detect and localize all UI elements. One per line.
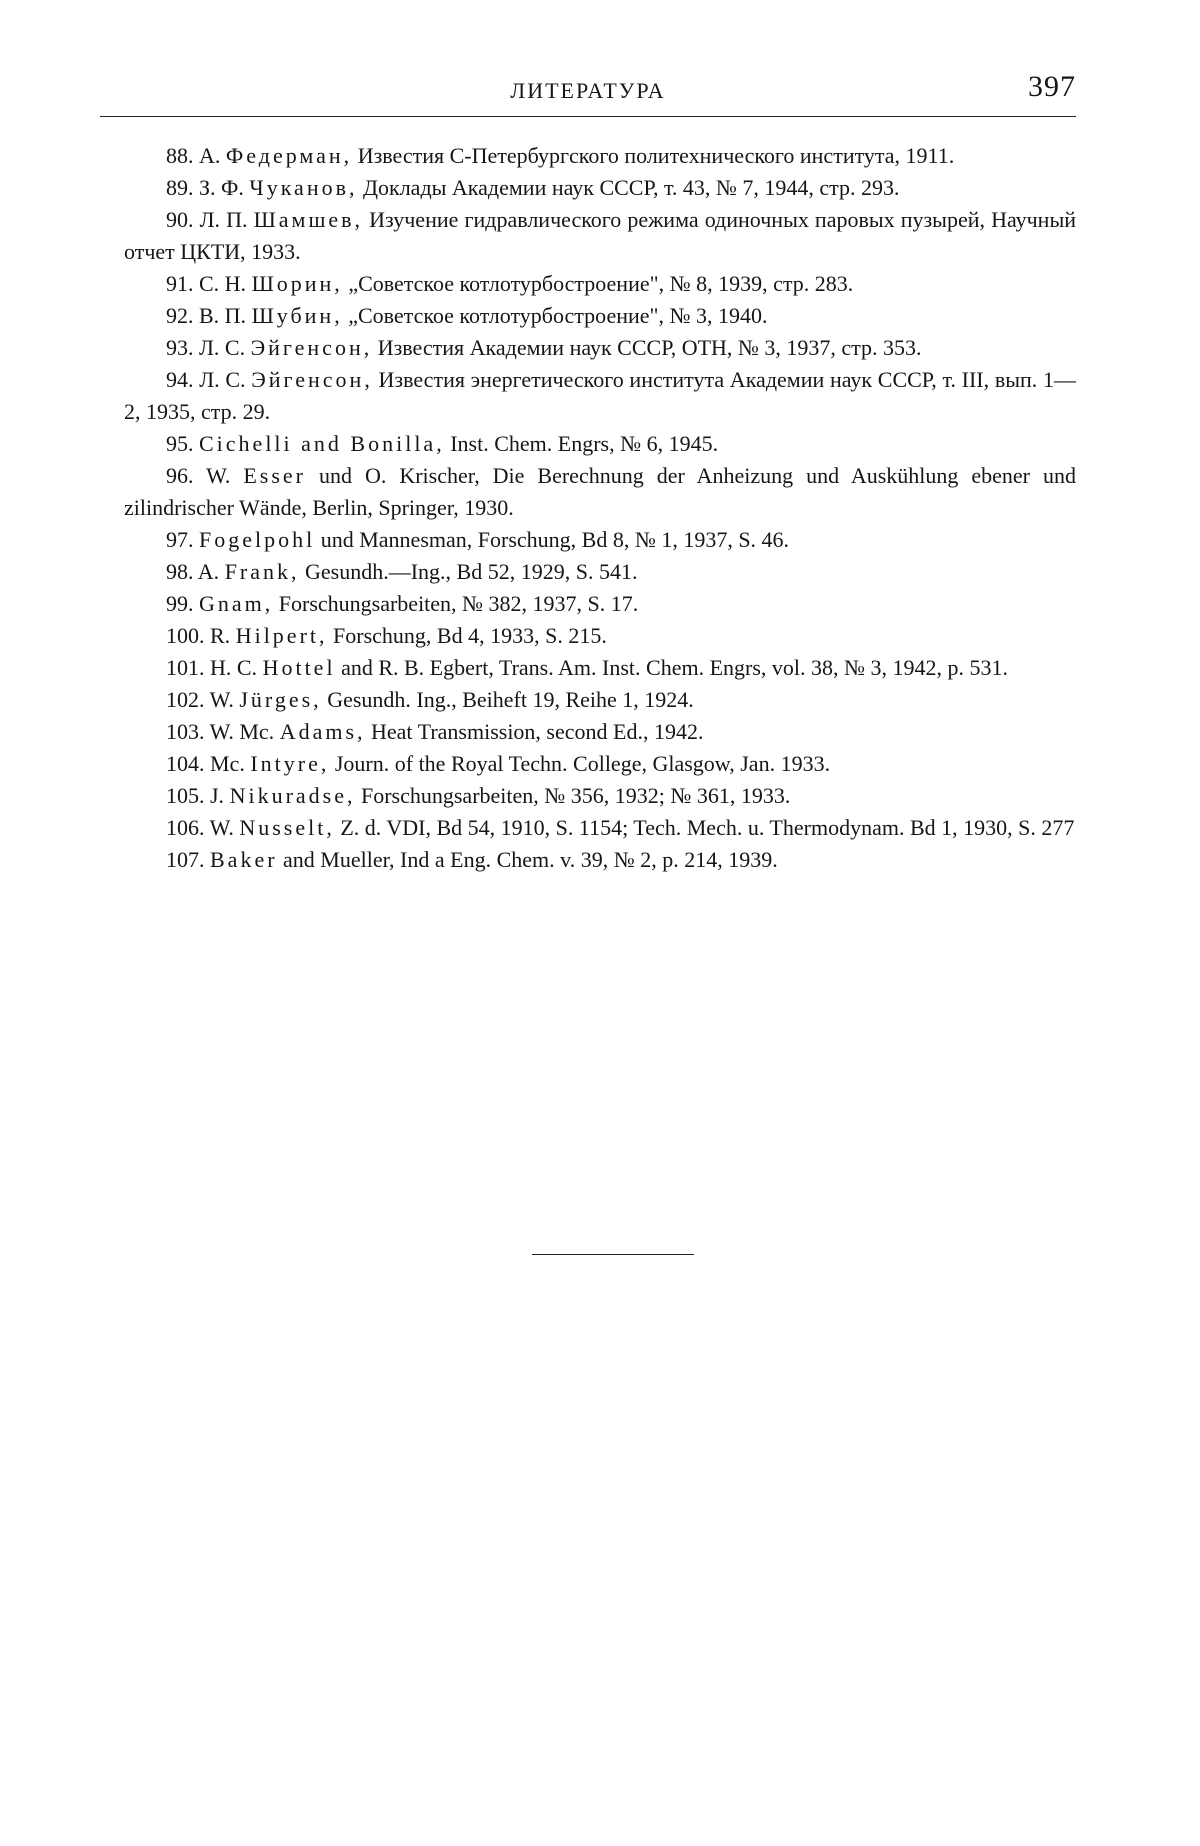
reference-initials: С. Н.: [193, 271, 252, 296]
reference-initials: J.: [204, 783, 230, 808]
end-rule: [532, 1254, 694, 1255]
reference-number: 99.: [166, 591, 194, 616]
reference-author: Baker: [210, 847, 278, 872]
reference-details: Gesundh.—Ing., Bd 52, 1929, S. 541.: [299, 559, 638, 584]
reference-details: Forschung, Bd 4, 1933, S. 215.: [327, 623, 607, 648]
reference-item: [124, 556, 1076, 588]
reference-number: 101.: [166, 655, 205, 680]
reference-initials: Л. П.: [193, 207, 254, 232]
reference-initials: Л. С.: [193, 335, 251, 360]
reference-details: Heat Transmission, second Ed., 1942.: [365, 719, 704, 744]
reference-author: Шамшев,: [253, 207, 364, 232]
reference-item: [124, 332, 1076, 364]
reference-number: 91.: [166, 271, 194, 296]
reference-author: Федерман,: [225, 143, 353, 168]
reference-number: 93.: [166, 335, 194, 360]
reference-details: und Mannesman, Forschung, Bd 8, № 1, 1937, S. 46.: [315, 527, 790, 552]
reference-details: and R. B. Egbert, Trans. Am. Inst. Chem. Engrs, vol. 38, № 3, 1942, p. 531.: [335, 655, 1009, 680]
reference-item: [124, 812, 1076, 844]
reference-details: Известия Академии наук СССР, ОТН, № 3, 1937, стр. 353.: [372, 335, 922, 360]
reference-details: Известия энергетического института Академии наук СССР, т. III, вып. 1—2, 1935, стр. 29.: [124, 367, 1076, 424]
reference-author: Эйгенсон,: [250, 335, 373, 360]
reference-item: [124, 364, 1076, 428]
reference-number: 92.: [166, 303, 194, 328]
reference-author: Cichelli and Bonilla,: [199, 431, 445, 456]
reference-item: [124, 140, 1076, 172]
reference-number: 104.: [166, 751, 205, 776]
reference-author: Шубин,: [251, 303, 343, 328]
reference-item: [124, 524, 1076, 556]
reference-details: „Советское котлотурбостроение", № 8, 1939, стр. 283.: [342, 271, 854, 296]
reference-initials: W.: [193, 463, 244, 488]
reference-author: Intyre,: [250, 751, 330, 776]
reference-initials: W. Mc.: [204, 719, 280, 744]
reference-item: [124, 268, 1076, 300]
reference-number: 107.: [166, 847, 205, 872]
reference-author: Fogelpohl: [199, 527, 316, 552]
reference-author: Esser: [243, 463, 306, 488]
reference-number: 89.: [166, 175, 194, 200]
reference-author: Чуканов,: [249, 175, 358, 200]
reference-number: 94.: [166, 367, 194, 392]
reference-item: [124, 460, 1076, 524]
reference-initials: З. Ф.: [193, 175, 250, 200]
running-head: [100, 60, 1076, 117]
reference-item: [124, 620, 1076, 652]
reference-details: Изучение гидравлического режима одиночных паровых пузырей, Научный отчет ЦКТИ, 1933.: [124, 207, 1077, 264]
reference-author: Эйгенсон,: [251, 367, 373, 392]
reference-number: 100.: [166, 623, 205, 648]
reference-item: [124, 716, 1076, 748]
reference-initials: Mc.: [204, 751, 251, 776]
reference-item: [124, 172, 1076, 204]
reference-details: Journ. of the Royal Techn. College, Glasgow, Jan. 1933.: [329, 751, 831, 776]
reference-author: Hilpert,: [235, 623, 328, 648]
reference-number: 98.: [166, 559, 194, 584]
reference-number: 105.: [166, 783, 205, 808]
reference-item: [124, 588, 1076, 620]
reference-item: [124, 428, 1076, 460]
reference-item: [124, 780, 1076, 812]
reference-initials: H. C.: [204, 655, 263, 680]
reference-author: Adams,: [279, 719, 366, 744]
reference-author: Шорин,: [251, 271, 343, 296]
reference-author: Jürges,: [239, 687, 322, 712]
reference-item: [124, 748, 1076, 780]
reference-details: Forschungsarbeiten, № 382, 1937, S. 17.: [273, 591, 639, 616]
reference-author: Hottel: [262, 655, 336, 680]
reference-list: [124, 140, 1076, 876]
reference-initials: А.: [193, 143, 226, 168]
reference-number: 90.: [166, 207, 194, 232]
reference-author: Gnam,: [199, 591, 274, 616]
reference-number: 103.: [166, 719, 205, 744]
reference-details: Известия С-Петербургского политехнического института, 1911.: [352, 143, 955, 168]
reference-item: [124, 844, 1076, 876]
reference-number: 95.: [166, 431, 194, 456]
reference-item: [124, 300, 1076, 332]
reference-item: [124, 652, 1076, 684]
reference-initials: Л. С.: [193, 367, 252, 392]
running-title: ЛИТЕРАТУРА: [510, 78, 666, 103]
reference-author: Frank,: [224, 559, 300, 584]
reference-number: 102.: [166, 687, 205, 712]
reference-details: Forschungsarbeiten, № 356, 1932; № 361, 1933.: [355, 783, 791, 808]
reference-author: Nusselt,: [239, 815, 335, 840]
reference-number: 88.: [166, 143, 194, 168]
reference-details: and Mueller, Ind a Eng. Chem. v. 39, № 2, p. 214, 1939.: [277, 847, 778, 872]
reference-details: Gesundh. Ing., Beiheft 19, Reihe 1, 1924.: [321, 687, 694, 712]
reference-details: und O. Krischer, Die Berechnung der Anheizung und Auskühlung ebener und zilindrischer Wände, Berlin, Springer, 1930.: [124, 463, 1076, 520]
reference-author: Nikuradse,: [229, 783, 356, 808]
reference-details: „Советское котлотурбостроение", № 3, 1940.: [342, 303, 768, 328]
reference-details: Inst. Chem. Engrs, № 6, 1945.: [444, 431, 719, 456]
reference-initials: A.: [193, 559, 225, 584]
reference-details: Z. d. VDI, Bd 54, 1910, S. 1154; Tech. Mech. u. Thermodynam. Bd 1, 1930, S. 277: [334, 815, 1075, 840]
reference-number: 96.: [166, 463, 194, 488]
page-number: 397: [1028, 70, 1076, 103]
reference-item: [124, 684, 1076, 716]
reference-number: 106.: [166, 815, 205, 840]
reference-initials: В. П.: [193, 303, 252, 328]
reference-item: [124, 204, 1076, 268]
reference-initials: W.: [204, 687, 240, 712]
reference-details: Доклады Академии наук СССР, т. 43, № 7, 1944, стр. 293.: [357, 175, 900, 200]
reference-initials: W.: [204, 815, 240, 840]
reference-initials: R.: [204, 623, 236, 648]
reference-number: 97.: [166, 527, 194, 552]
